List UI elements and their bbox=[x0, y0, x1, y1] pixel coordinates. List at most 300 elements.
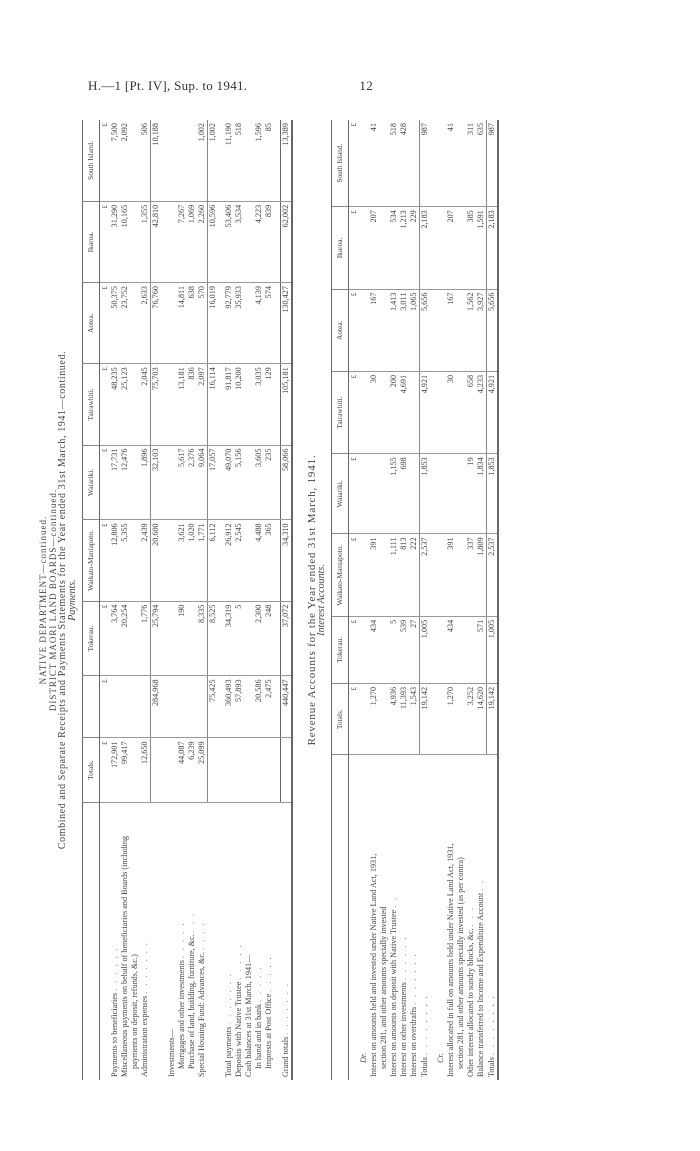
value-cell bbox=[208, 738, 219, 802]
value-cell: 105,181 bbox=[281, 364, 293, 445]
row-label-text: section 281, and other amounts specially invested (as per contra) bbox=[456, 857, 465, 1069]
value-cell: 1,543 bbox=[409, 683, 420, 755]
row-label-text: Interest on other investments bbox=[399, 982, 408, 1077]
value-cell bbox=[379, 616, 389, 683]
column-header: Totals. bbox=[83, 738, 100, 802]
table-row bbox=[177, 120, 187, 1080]
value-cell bbox=[244, 676, 254, 738]
value-cell: 3,534 bbox=[234, 201, 244, 282]
value-cell: 434 bbox=[369, 616, 379, 683]
value-cell: 6,112 bbox=[208, 520, 219, 601]
value-cell: 31,290 bbox=[110, 201, 120, 282]
currency-symbol: £ bbox=[100, 364, 111, 445]
column-header: Ikaroa. bbox=[83, 201, 100, 282]
value-cell bbox=[456, 616, 466, 683]
value-cell: 20,600 bbox=[151, 520, 162, 601]
value-cell: 44,087 bbox=[177, 738, 187, 802]
currency-symbol: £ bbox=[100, 201, 111, 282]
subtotal-row bbox=[208, 120, 219, 1080]
column-header: Aotea. bbox=[332, 289, 349, 371]
value-cell: 30 bbox=[369, 371, 379, 453]
value-cell: 4,921 bbox=[487, 371, 499, 453]
leader-dots: . . bbox=[389, 895, 398, 908]
column-header: Tairawhiti. bbox=[83, 364, 100, 445]
department-title: NATIVE DEPARTMENT—continued. bbox=[38, 515, 48, 685]
row-label bbox=[409, 755, 420, 1080]
value-cell: 190 bbox=[177, 601, 187, 676]
cr-label-cell bbox=[436, 755, 446, 1080]
value-cell bbox=[130, 601, 140, 676]
value-cell bbox=[197, 676, 208, 738]
payments-table bbox=[82, 120, 293, 1080]
row-label bbox=[120, 802, 130, 1080]
empty-cell bbox=[436, 616, 446, 683]
cr-heading-row bbox=[436, 120, 446, 1080]
empty-cell bbox=[359, 371, 369, 453]
value-cell: 3,011 bbox=[399, 289, 409, 371]
table-row bbox=[379, 120, 389, 1080]
value-cell: 25,123 bbox=[120, 364, 130, 445]
row-label bbox=[234, 802, 244, 1080]
value-cell: 987 bbox=[487, 120, 499, 207]
currency-symbol: £ bbox=[349, 289, 360, 371]
value-cell: 1,065 bbox=[409, 289, 420, 371]
row-label bbox=[446, 755, 456, 1080]
row-label bbox=[151, 802, 162, 1080]
leader-dots: . . . . . . . bbox=[409, 952, 418, 1005]
value-cell: 10,200 bbox=[234, 364, 244, 445]
value-cell bbox=[110, 676, 120, 738]
value-cell: 13,181 bbox=[177, 364, 187, 445]
row-label bbox=[476, 755, 487, 1080]
row-label-text: Imprests at Post Office bbox=[264, 993, 273, 1069]
value-cell: 8,525 bbox=[208, 601, 219, 676]
column-header: Aotea. bbox=[83, 283, 100, 364]
value-cell: 42,810 bbox=[151, 201, 162, 282]
value-cell: 27 bbox=[409, 616, 420, 683]
value-cell: 2,260 bbox=[197, 201, 208, 282]
column-header: Tairawhiti. bbox=[332, 371, 349, 453]
empty-cell bbox=[359, 207, 369, 289]
value-cell bbox=[379, 534, 389, 616]
value-cell: 19,142 bbox=[420, 683, 431, 755]
row-label-text: Investments— bbox=[167, 1029, 176, 1077]
empty-cell bbox=[359, 120, 369, 207]
empty-cell bbox=[359, 616, 369, 683]
row-label bbox=[466, 755, 476, 1080]
leader-dots: . . . . . . bbox=[110, 946, 119, 991]
value-cell: 574 bbox=[264, 283, 274, 364]
row-label bbox=[456, 755, 466, 1080]
value-cell: 12,476 bbox=[120, 445, 130, 520]
value-cell: 2,045 bbox=[140, 364, 151, 445]
value-cell: 37,072 bbox=[281, 601, 293, 676]
value-cell: 1,111 bbox=[389, 534, 399, 616]
value-cell: 1,596 bbox=[254, 120, 264, 201]
row-label-text: Interest on overdrafts bbox=[409, 1006, 418, 1077]
value-cell: 85 bbox=[264, 120, 274, 201]
value-cell: 1,834 bbox=[476, 454, 487, 534]
rotated-content bbox=[38, 120, 658, 1080]
currency-symbol: £ bbox=[100, 445, 111, 520]
value-cell: 19 bbox=[466, 454, 476, 534]
table-row bbox=[167, 120, 177, 1080]
subtotal-row bbox=[420, 120, 431, 1080]
table-row bbox=[264, 120, 274, 1080]
value-cell: 539 bbox=[399, 616, 409, 683]
value-cell: 311 bbox=[466, 120, 476, 207]
value-cell: 20,586 bbox=[254, 676, 264, 738]
value-cell: 2,376 bbox=[187, 445, 197, 520]
row-label bbox=[208, 802, 219, 1080]
value-cell bbox=[167, 445, 177, 520]
row-label-text: Interest on amounts on deposit with Native Trustee bbox=[389, 909, 398, 1077]
value-cell: 129 bbox=[264, 364, 274, 445]
value-cell: 35,933 bbox=[234, 283, 244, 364]
value-cell: 5,156 bbox=[234, 445, 244, 520]
row-label-text: Interest allocated in full on amounts held under Native Land Act, 1931, bbox=[446, 843, 455, 1077]
leader-dots: . . . . bbox=[197, 921, 206, 950]
value-cell: 76,760 bbox=[151, 283, 162, 364]
row-label-text: Special Housing Fund: Advances, &c. bbox=[197, 951, 206, 1077]
row-label bbox=[197, 802, 208, 1080]
value-cell: 41 bbox=[446, 120, 456, 207]
value-cell: 3,621 bbox=[177, 520, 187, 601]
empty-cell bbox=[359, 289, 369, 371]
value-cell bbox=[167, 201, 177, 282]
empty-cell bbox=[359, 683, 369, 755]
value-cell: 2,092 bbox=[120, 120, 130, 201]
value-cell: 3,252 bbox=[466, 683, 476, 755]
value-cell bbox=[244, 445, 254, 520]
value-cell: 20,254 bbox=[120, 601, 130, 676]
value-cell bbox=[177, 120, 187, 201]
currency-label bbox=[349, 755, 360, 1080]
value-cell: 75,425 bbox=[208, 676, 219, 738]
value-cell: 2,183 bbox=[420, 207, 431, 289]
leader-dots: . . . . . . . bbox=[280, 982, 290, 1035]
empty-cell bbox=[436, 120, 446, 207]
column-header: South Island. bbox=[83, 120, 100, 201]
value-cell: 10,188 bbox=[151, 120, 162, 201]
leader-dots: . . . . . bbox=[177, 921, 186, 959]
row-label bbox=[487, 755, 499, 1080]
row-label-text: Other interest allocated to sundry blocks, &c. bbox=[466, 928, 475, 1077]
value-cell: 62,002 bbox=[281, 201, 293, 282]
value-cell bbox=[130, 283, 140, 364]
leader-dots: . . . . . bbox=[254, 965, 263, 1002]
value-cell bbox=[244, 520, 254, 601]
value-cell: 12,806 bbox=[110, 520, 120, 601]
value-cell bbox=[140, 676, 151, 738]
row-label-text: Deposits with Native Trustee bbox=[234, 981, 243, 1077]
revenue-title-block bbox=[307, 120, 327, 1080]
value-cell: 4,139 bbox=[254, 283, 264, 364]
value-cell: 1,591 bbox=[476, 207, 487, 289]
value-cell: 48,235 bbox=[110, 364, 120, 445]
value-cell: 839 bbox=[264, 201, 274, 282]
report-reference: H.—1 [Pt. IV], Sup. to 1941. bbox=[88, 78, 248, 93]
value-cell bbox=[379, 120, 389, 207]
value-cell: 1,413 bbox=[389, 289, 399, 371]
leader-dots: . . . . . bbox=[264, 955, 273, 992]
value-cell: 26,912 bbox=[224, 520, 234, 601]
value-cell bbox=[409, 454, 420, 534]
row-label bbox=[224, 802, 234, 1080]
value-cell: 5,656 bbox=[487, 289, 499, 371]
value-cell: 360,493 bbox=[224, 676, 234, 738]
value-cell: 391 bbox=[369, 534, 379, 616]
value-cell bbox=[456, 534, 466, 616]
value-cell: 1,002 bbox=[197, 120, 208, 201]
value-cell bbox=[167, 520, 177, 601]
value-cell: 6,239 bbox=[187, 738, 197, 802]
value-cell: 7,500 bbox=[110, 120, 120, 201]
empty-cell bbox=[436, 371, 446, 453]
table-row bbox=[456, 120, 466, 1080]
value-cell: 167 bbox=[446, 289, 456, 371]
currency-symbol: £ bbox=[100, 283, 111, 364]
value-cell: 571 bbox=[476, 616, 487, 683]
value-cell: 5,617 bbox=[177, 445, 187, 520]
currency-symbol: £ bbox=[100, 520, 111, 601]
value-cell bbox=[234, 738, 244, 802]
value-cell: 3,605 bbox=[254, 445, 264, 520]
value-cell: 17,057 bbox=[208, 445, 219, 520]
value-cell: 10,596 bbox=[208, 201, 219, 282]
empty-cell bbox=[436, 683, 446, 755]
currency-symbol: £ bbox=[100, 120, 111, 201]
currency-symbol: £ bbox=[349, 454, 360, 534]
value-cell: 200 bbox=[389, 371, 399, 453]
value-cell: 25,099 bbox=[197, 738, 208, 802]
value-cell: 440,447 bbox=[281, 676, 293, 738]
currency-symbol: £ bbox=[100, 601, 111, 676]
value-cell bbox=[187, 676, 197, 738]
value-cell: 1,853 bbox=[487, 454, 499, 534]
column-header: Tokerau. bbox=[83, 601, 100, 676]
row-label bbox=[140, 802, 151, 1080]
table-row bbox=[389, 120, 399, 1080]
value-cell: 3,764 bbox=[110, 601, 120, 676]
column-header: Waiariki. bbox=[83, 445, 100, 520]
value-cell: 428 bbox=[399, 120, 409, 207]
value-cell: 30 bbox=[446, 371, 456, 453]
value-cell bbox=[167, 738, 177, 802]
value-cell: 284,968 bbox=[151, 676, 162, 738]
value-cell: 1,355 bbox=[140, 201, 151, 282]
column-header bbox=[83, 802, 100, 1080]
leader-dots: . . . . . . . bbox=[140, 941, 149, 994]
value-cell bbox=[244, 120, 254, 201]
value-cell: 5 bbox=[234, 601, 244, 676]
table-row bbox=[224, 120, 234, 1080]
value-cell: 365 bbox=[264, 520, 274, 601]
value-cell: 235 bbox=[264, 445, 274, 520]
value-cell: 4,691 bbox=[399, 371, 409, 453]
row-label-text: Purchase of land, building, furniture, &c. bbox=[187, 934, 196, 1069]
value-cell bbox=[187, 120, 197, 201]
row-label-text: Total payments bbox=[224, 1026, 233, 1077]
value-cell bbox=[409, 371, 420, 453]
value-cell bbox=[130, 201, 140, 282]
page-header bbox=[88, 78, 373, 94]
value-cell bbox=[456, 207, 466, 289]
value-cell bbox=[187, 601, 197, 676]
value-cell: 8,335 bbox=[197, 601, 208, 676]
row-label-text: In hand and in bank bbox=[254, 1003, 263, 1069]
value-cell: 813 bbox=[399, 534, 409, 616]
value-cell: 635 bbox=[476, 120, 487, 207]
cr-label: Cr. bbox=[436, 1053, 445, 1063]
value-cell: 75,703 bbox=[151, 364, 162, 445]
value-cell: 5,355 bbox=[120, 520, 130, 601]
value-cell bbox=[281, 738, 293, 802]
value-cell: 1,270 bbox=[369, 683, 379, 755]
value-cell bbox=[151, 738, 162, 802]
value-cell: 4,223 bbox=[254, 201, 264, 282]
value-cell: 1,155 bbox=[389, 454, 399, 534]
column-header: Totals. bbox=[332, 683, 349, 755]
value-cell: 23,752 bbox=[120, 283, 130, 364]
row-label bbox=[130, 802, 140, 1080]
revenue-title: Revenue Accounts for the Year ended 31st March, 1941. bbox=[306, 454, 318, 746]
payments-heading: Payments. bbox=[67, 579, 78, 621]
value-cell: 638 bbox=[187, 283, 197, 364]
value-cell: 34,310 bbox=[281, 520, 293, 601]
dr-label: Dr. bbox=[359, 1052, 368, 1063]
value-cell: 4,488 bbox=[254, 520, 264, 601]
value-cell: 1,020 bbox=[187, 520, 197, 601]
value-cell: 17,731 bbox=[110, 445, 120, 520]
table-row bbox=[244, 120, 254, 1080]
row-label-text: Administration expenses bbox=[140, 995, 149, 1077]
currency-row bbox=[100, 120, 111, 1080]
row-label bbox=[369, 755, 379, 1080]
value-cell: 1,562 bbox=[466, 289, 476, 371]
row-label bbox=[187, 802, 197, 1080]
row-label-text: payments on deposit, refunds, &c.) bbox=[130, 954, 139, 1069]
value-cell: 1,002 bbox=[208, 120, 219, 201]
value-cell: 229 bbox=[409, 207, 420, 289]
value-cell bbox=[130, 445, 140, 520]
value-cell bbox=[379, 683, 389, 755]
value-cell: 2,537 bbox=[487, 534, 499, 616]
value-cell: 2,097 bbox=[197, 364, 208, 445]
value-cell: 248 bbox=[264, 601, 274, 676]
row-label bbox=[110, 802, 120, 1080]
value-cell bbox=[130, 520, 140, 601]
value-cell: 4,233 bbox=[476, 371, 487, 453]
value-cell bbox=[244, 364, 254, 445]
table-row bbox=[197, 120, 208, 1080]
interest-heading: Interest Accounts. bbox=[316, 564, 327, 636]
value-cell: 2,545 bbox=[234, 520, 244, 601]
value-cell: 25,794 bbox=[151, 601, 162, 676]
value-cell: 3,035 bbox=[254, 364, 264, 445]
value-cell: 92,779 bbox=[224, 283, 234, 364]
value-cell bbox=[254, 738, 264, 802]
value-cell: 16,114 bbox=[208, 364, 219, 445]
value-cell: 518 bbox=[234, 120, 244, 201]
leader-dots: . . . . . . . bbox=[224, 972, 233, 1025]
value-cell: 434 bbox=[446, 616, 456, 683]
table-row bbox=[446, 120, 456, 1080]
empty-cell bbox=[359, 534, 369, 616]
value-cell: 16,019 bbox=[208, 283, 219, 364]
value-cell bbox=[379, 454, 389, 534]
value-cell: 13,389 bbox=[281, 120, 293, 201]
table-row bbox=[409, 120, 420, 1080]
empty-cell bbox=[436, 207, 446, 289]
currency-symbol: £ bbox=[349, 371, 360, 453]
value-cell bbox=[244, 738, 254, 802]
value-cell: 14,620 bbox=[476, 683, 487, 755]
table-row bbox=[466, 120, 476, 1080]
value-cell: 99,417 bbox=[120, 738, 130, 802]
table-row bbox=[476, 120, 487, 1080]
leader-dots: . . . bbox=[187, 911, 196, 933]
value-cell: 1,213 bbox=[399, 207, 409, 289]
currency-symbol: £ bbox=[100, 738, 111, 802]
value-cell bbox=[379, 289, 389, 371]
value-cell: 4,921 bbox=[420, 371, 431, 453]
boards-title: DISTRICT MAORI LAND BOARDS—continued. bbox=[48, 488, 58, 712]
value-cell: 58,066 bbox=[281, 445, 293, 520]
currency-symbol: £ bbox=[349, 120, 360, 207]
value-cell: 130,427 bbox=[281, 283, 293, 364]
table-row bbox=[130, 120, 140, 1080]
leader-dots: . . . . . . . . bbox=[486, 994, 496, 1056]
row-label-text: Cash balances at 31st March, 1941— bbox=[244, 954, 253, 1077]
value-cell: 518 bbox=[389, 120, 399, 207]
value-cell: 32,103 bbox=[151, 445, 162, 520]
value-cell: 57,893 bbox=[234, 676, 244, 738]
value-cell: 9,064 bbox=[197, 445, 208, 520]
column-header: Waiariki. bbox=[332, 454, 349, 534]
value-cell bbox=[379, 207, 389, 289]
value-cell: 11,393 bbox=[399, 683, 409, 755]
currency-symbol: £ bbox=[349, 207, 360, 289]
value-cell bbox=[167, 676, 177, 738]
column-header: Waikato-Maniapoto. bbox=[83, 520, 100, 601]
leader-dots: . . bbox=[476, 878, 485, 891]
value-cell: 4,936 bbox=[389, 683, 399, 755]
row-label bbox=[281, 802, 293, 1080]
value-cell: 1,809 bbox=[476, 534, 487, 616]
value-cell: 222 bbox=[409, 534, 420, 616]
value-cell: 207 bbox=[446, 207, 456, 289]
value-cell bbox=[130, 120, 140, 201]
value-cell: 534 bbox=[389, 207, 399, 289]
value-cell: 53,406 bbox=[224, 201, 234, 282]
value-cell: 1,771 bbox=[197, 520, 208, 601]
currency-symbol: £ bbox=[100, 676, 111, 738]
value-cell bbox=[167, 601, 177, 676]
value-cell: 1,270 bbox=[446, 683, 456, 755]
page-number: 12 bbox=[359, 78, 373, 93]
value-cell bbox=[264, 738, 274, 802]
row-label bbox=[399, 755, 409, 1080]
value-cell bbox=[409, 120, 420, 207]
row-label bbox=[379, 755, 389, 1080]
subtotal-row bbox=[487, 120, 499, 1080]
value-cell: 34,319 bbox=[224, 601, 234, 676]
row-label bbox=[244, 802, 254, 1080]
value-cell bbox=[446, 454, 456, 534]
value-cell: 2,183 bbox=[487, 207, 499, 289]
value-cell: 5,656 bbox=[420, 289, 431, 371]
